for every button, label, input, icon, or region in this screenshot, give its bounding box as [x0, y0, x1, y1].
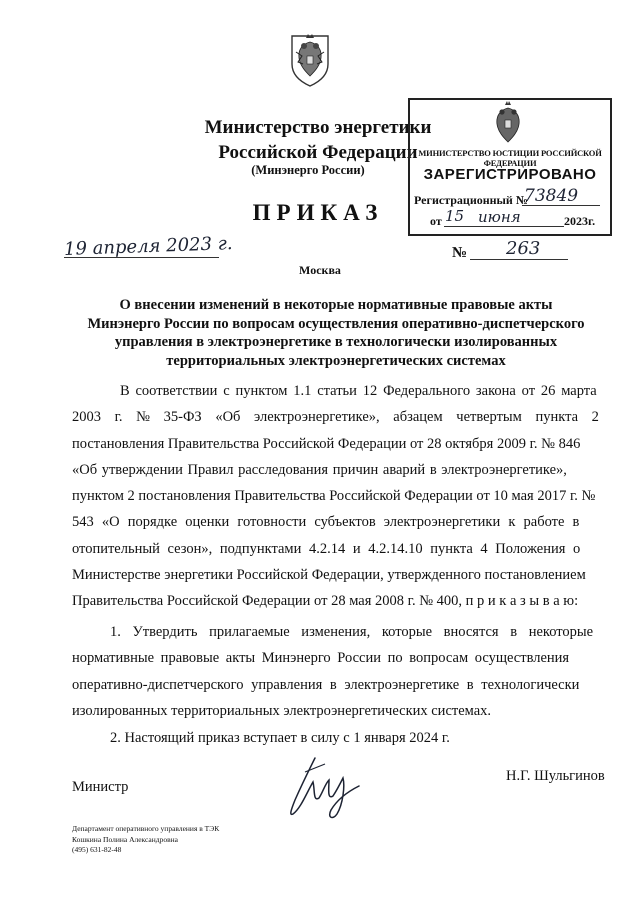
- stamp-date-prefix: от: [430, 214, 442, 228]
- stamp-month: июня: [478, 208, 521, 226]
- number-underline: [470, 259, 568, 260]
- body-line: отопительный сезон», подпунктами 4.2.14 и 4.2.14.10 пункта 4 Положения о: [72, 540, 581, 557]
- body-line: пунктом 2 постановления Правительства Российской Федерации от 10 мая 2017 г. №: [72, 488, 596, 505]
- body-paragraph-item-2: [72, 725, 609, 751]
- body-paragraph-preamble: [72, 378, 609, 615]
- body-line: Правительства Российской Федерации от 28 мая 2008 г. № 400, п р и к а з ы в а ю:: [72, 593, 579, 610]
- handwritten-signature: [285, 752, 365, 824]
- number-sign: №: [452, 245, 468, 261]
- stamp-reg-number-label: Регистрационный №: [414, 193, 528, 207]
- body-line: «Об утверждении Правил расследования причин аварий в электроэнергетике»,: [72, 461, 567, 478]
- body-line: постановления Правительства Российской Федерации от 28 октября 2009 г. № 846: [72, 435, 581, 452]
- stamp-year: 2023г.: [564, 214, 596, 228]
- body-line: изолированных территориальных электроэнергетических системах.: [72, 702, 492, 719]
- order-number-handwritten: 263: [506, 238, 541, 259]
- stamp-day: 15: [445, 207, 465, 225]
- city-name: Москва: [299, 263, 341, 277]
- signatory-position: Министр: [72, 779, 129, 795]
- body-line: 1. Утвердить прилагаемые изменения, которые вносятся в некоторые: [110, 624, 594, 640]
- stamp-reg-underline: [522, 205, 600, 206]
- date-underline: [64, 257, 219, 258]
- footer-phone: (495) 631-82-48: [72, 845, 122, 854]
- ministry-line-2: Российской Федерации: [218, 142, 418, 163]
- title-line: О внесении изменений в некоторые нормативные правовые акты: [119, 297, 553, 313]
- body-line: 543 «О порядке оценки готовности субъектов электроэнергетики к работе в: [72, 514, 580, 531]
- body-line: 2003 г. № 35-ФЗ «Об электроэнергетике», абзацем четвертым пункта 2: [72, 409, 599, 426]
- coat-of-arms-emblem-icon: [288, 30, 332, 88]
- document-type-heading: ПРИКАЗ: [252, 200, 384, 225]
- title-line: Минэнерго России по вопросам осуществления оперативно-диспетчерского: [87, 315, 585, 332]
- footer-author: Кошкина Полина Александровна: [72, 834, 178, 844]
- stamp-reg-number: 73849: [524, 186, 579, 206]
- body-line: 2. Настоящий приказ вступает в силу с 1 января 2024 г.: [110, 730, 450, 746]
- ministry-line-1: Министерство энергетики: [204, 117, 432, 138]
- stamp-emblem-icon: [488, 100, 528, 146]
- body-line: Министерстве энергетики Российской Федерации, утвержденного постановлением: [72, 567, 586, 584]
- signatory-name: Н.Г. Шульгинов: [506, 768, 605, 784]
- body-line: В соответствии с пунктом 1.1 статьи 12 Федерального закона от 26 марта: [120, 383, 597, 399]
- stamp-organization: МИНИСТЕРСТВО ЮСТИЦИИ РОССИЙСКОЙ ФЕДЕРАЦИИ: [418, 148, 602, 168]
- title-line: территориальных электроэнергетических системах: [166, 352, 506, 369]
- order-title: [70, 296, 602, 370]
- body-paragraph-item-1: [72, 619, 609, 724]
- title-line: управления в электроэнергетике в технологически изолированных: [114, 334, 558, 350]
- body-line: нормативные правовые акты Минэнерго России по вопросам осуществления: [72, 650, 570, 667]
- order-date-handwritten: 19 апреля 2023 г.: [63, 233, 233, 260]
- stamp-date-underline: [444, 226, 564, 227]
- document-footer: [72, 824, 219, 856]
- footer-department: Департамент оперативного управления в ТЭК: [72, 824, 220, 833]
- stamp-registered-label: ЗАРЕГИСТРИРОВАНО: [423, 166, 597, 183]
- body-line: оперативно-диспетчерского управления в электроэнергетике в технологически: [72, 676, 580, 693]
- ministry-short-name: (Минэнерго России): [251, 163, 365, 177]
